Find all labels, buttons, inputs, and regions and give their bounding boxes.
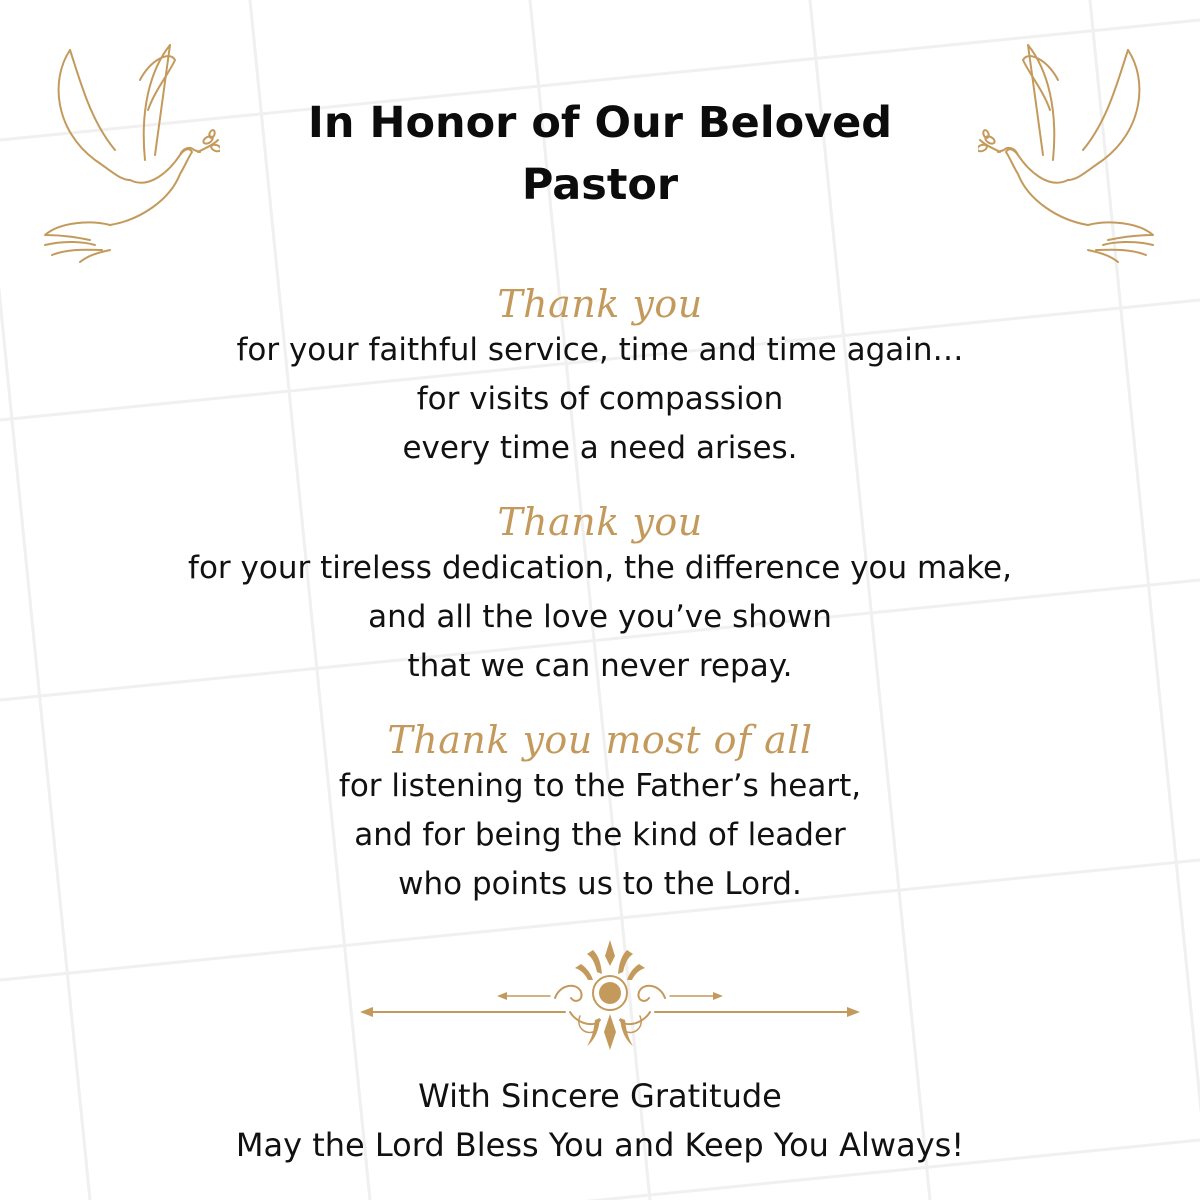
page-title [200,92,1000,216]
dove-icon [978,40,1158,265]
section-line: for visits of compassion [416,381,784,417]
section-line: and all the love you’ve shown [368,599,832,635]
thank-you-section [60,282,1140,473]
section-line: and for being the kind of leader [354,817,846,853]
section-heading: Thank you [497,500,703,544]
section-line: who points us to the Lord. [398,866,802,902]
ornament-divider-icon [355,936,865,1056]
closing-line-2: May the Lord Bless You and Keep You Always! [235,1126,965,1164]
section-heading: Thank you most of all [387,718,813,762]
thank-you-section [60,500,1140,691]
title-line-2: Pastor [521,160,679,210]
section-line: for listening to the Father’s heart, [338,768,862,804]
dove-icon [40,40,220,265]
section-line: for your faithful service, time and time again… [236,332,964,368]
thank-you-section [60,718,1140,909]
section-line: for your tireless dedication, the difference you make, [188,550,1012,586]
closing-message [60,1072,1140,1170]
section-line: every time a need arises. [402,430,798,466]
section-line: that we can never repay. [407,648,793,684]
section-heading: Thank you [497,282,703,326]
title-line-1: In Honor of Our Beloved [307,98,893,148]
closing-line-1: With Sincere Gratitude [418,1077,782,1115]
